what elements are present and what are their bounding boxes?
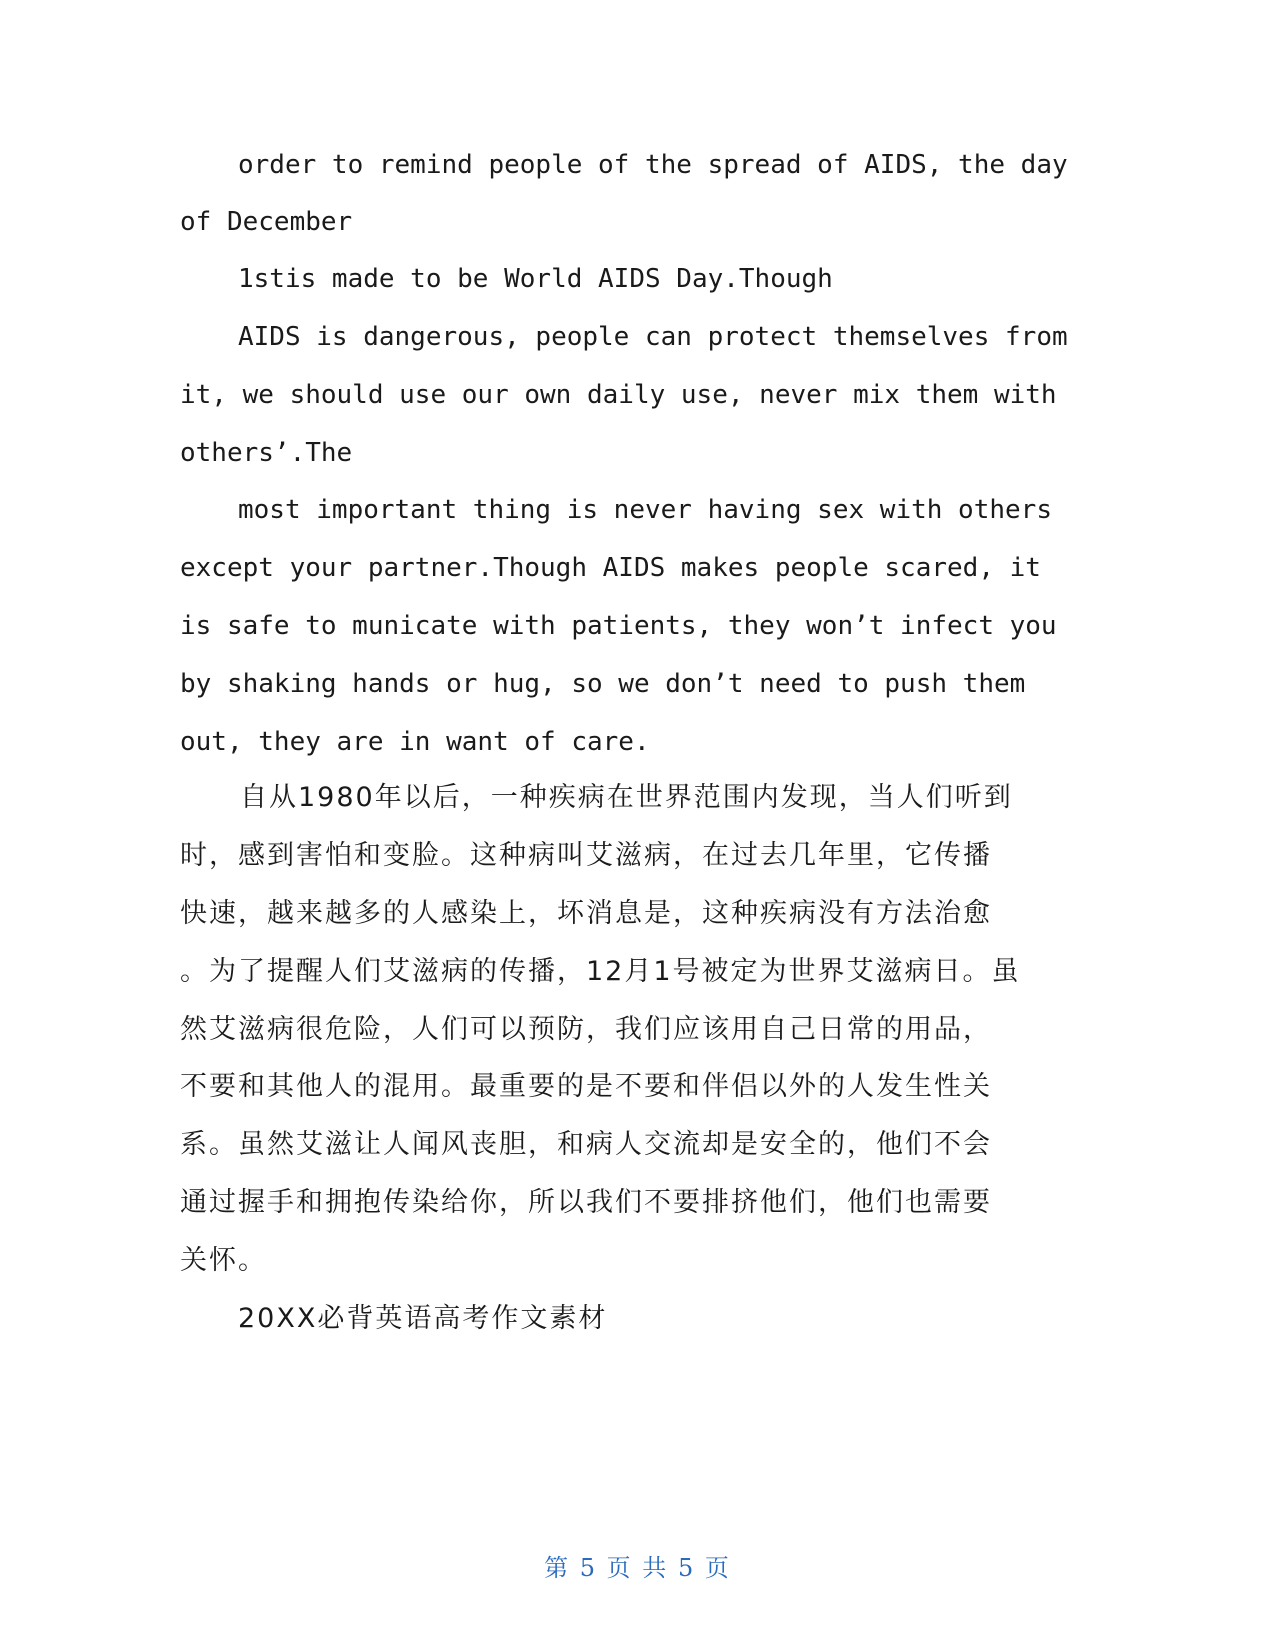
text-line-zh-2: 时，感到害怕和变脸。这种病叫艾滋病，在过去几年里，它传播 [180, 840, 992, 871]
section-heading: 20XX必背英语高考作文素材 [238, 1303, 608, 1334]
text-line-en-11: out, they are in want of care. [180, 727, 650, 757]
text-line-en-8: except your partner.Though AIDS makes people scared, it [180, 553, 1041, 583]
text-line-zh-1: 自从1980年以后，一种疾病在世界范围内发现，当人们听到 [240, 782, 1013, 813]
text-line-zh-5: 然艾滋病很危险，人们可以预防，我们应该用自己日常的用品， [180, 1014, 992, 1045]
text-line-en-10: by shaking hands or hug, so we don’t need to push them [180, 669, 1026, 699]
text-line-en-6: others’.The [180, 438, 353, 468]
text-line-en-2: of December [180, 207, 353, 237]
text-line-en-3: 1stis made to be World AIDS Day.Though [238, 264, 833, 294]
text-line-en-1: order to remind people of the spread of AIDS, the day [238, 150, 1068, 180]
text-line-zh-8: 通过握手和拥抱传染给你，所以我们不要排挤他们，他们也需要 [180, 1187, 992, 1218]
text-line-en-5: it, we should use our own daily use, never mix them with [180, 380, 1057, 410]
text-line-zh-7: 系。虽然艾滋让人闻风丧胆，和病人交流却是安全的，他们不会 [180, 1129, 992, 1160]
text-line-en-9: is safe to municate with patients, they won’t infect you [180, 611, 1057, 641]
text-line-en-7: most important thing is never having sex with others [238, 495, 1052, 525]
text-line-zh-6: 不要和其他人的混用。最重要的是不要和伴侣以外的人发生性关 [180, 1071, 992, 1102]
text-line-en-4: AIDS is dangerous, people can protect themselves from [238, 322, 1068, 352]
text-line-zh-9: 关怀。 [180, 1245, 267, 1276]
page-number-footer: 第 5 页 共 5 页 [544, 1554, 731, 1582]
text-line-zh-3: 快速，越来越多的人感染上，坏消息是，这种疾病没有方法治愈 [180, 898, 992, 929]
text-line-zh-4: 。为了提醒人们艾滋病的传播，12月1号被定为世界艾滋病日。虽 [180, 956, 1021, 987]
